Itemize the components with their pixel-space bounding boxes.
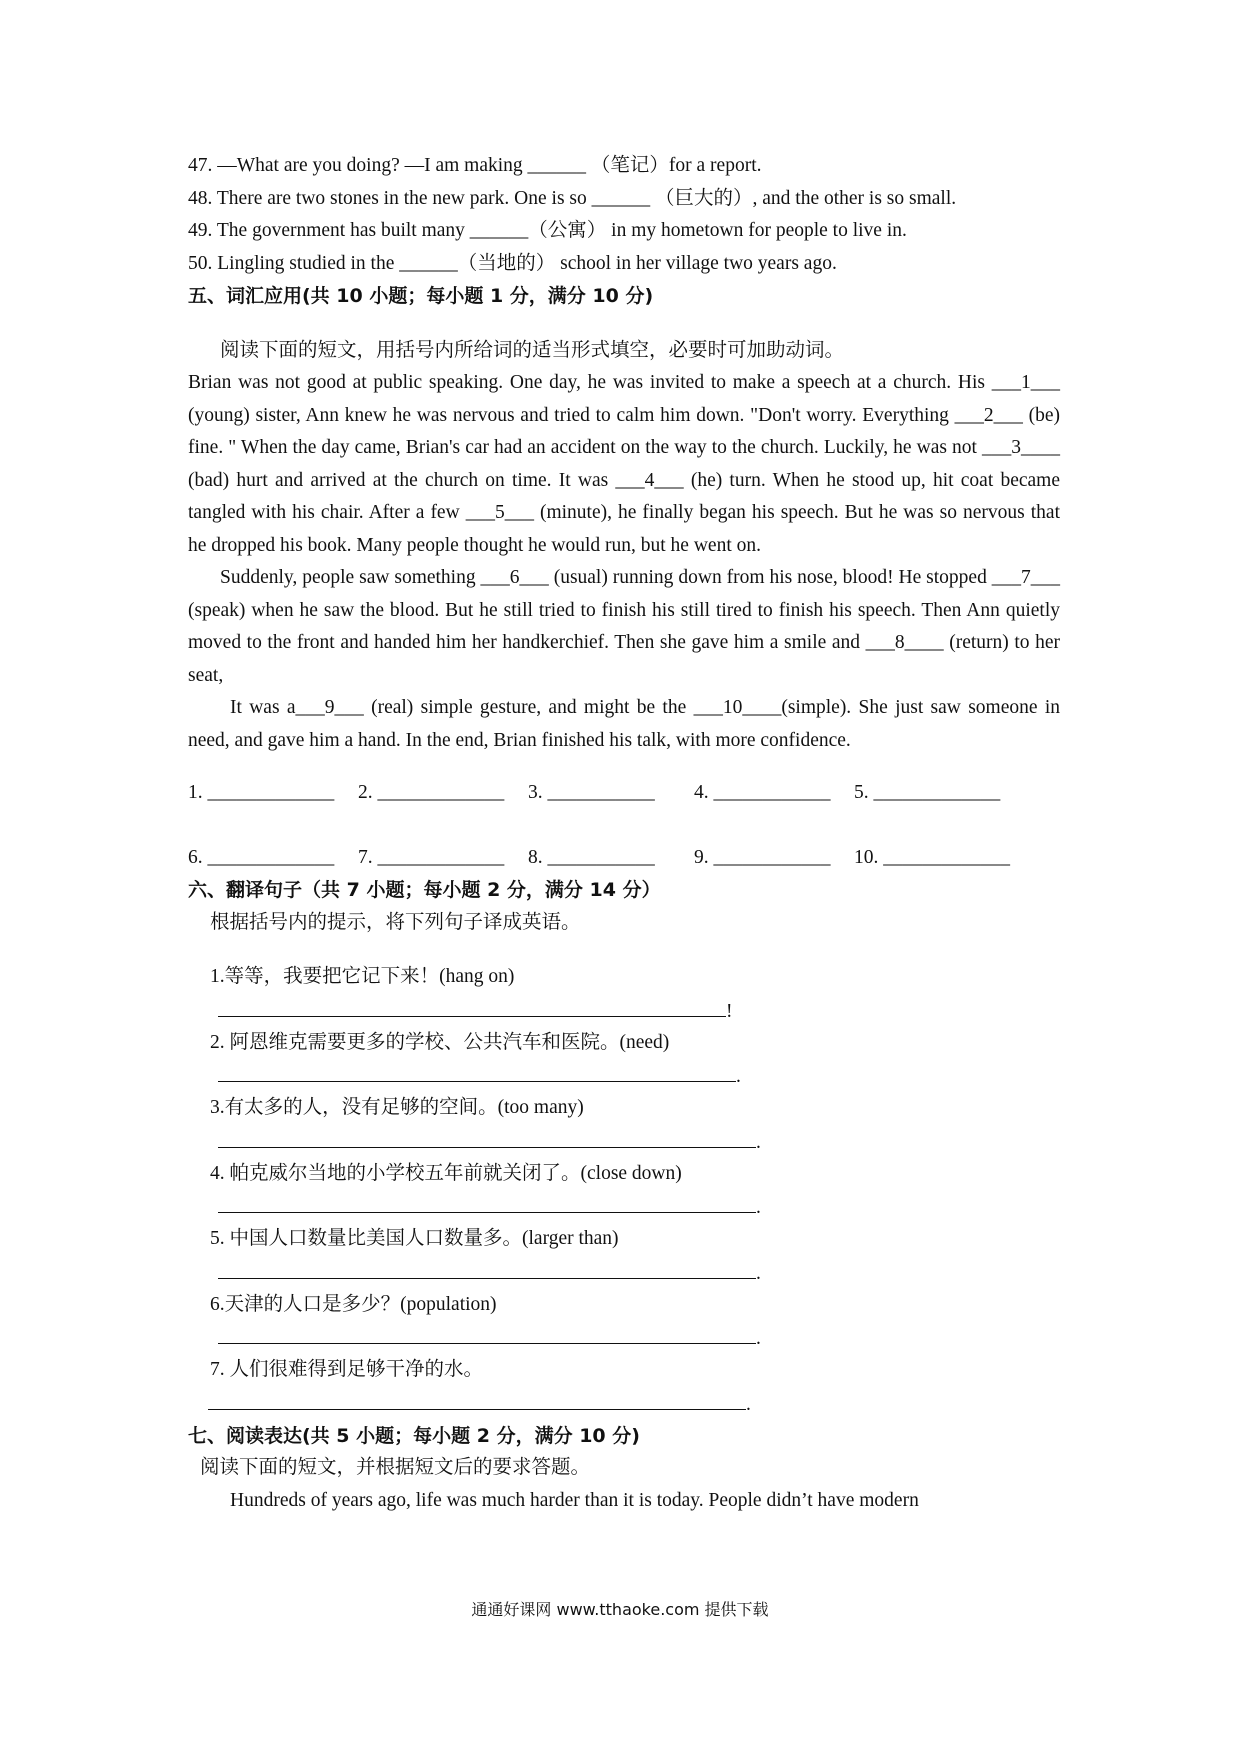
answer-blank-6[interactable]: 6. _____________ xyxy=(188,846,335,868)
translation-answer-line-3[interactable] xyxy=(188,1125,1060,1158)
translation-item-6: 6.天津的人口是多少？(population) xyxy=(210,1293,497,1315)
section-7-instruction: 阅读下面的短文，并根据短文后的要求答题。 xyxy=(200,1457,591,1478)
line-end-mark: ! xyxy=(726,1000,733,1022)
fill-item-47: 47. —What are you doing? —I am making ______ （笔记）for a report. xyxy=(188,155,762,176)
line-end-mark: . xyxy=(756,1197,761,1218)
translation-answer-line-2[interactable] xyxy=(188,1059,1060,1092)
translation-answer-line-4[interactable] xyxy=(188,1190,1060,1223)
answer-blank-5[interactable]: 5. _____________ xyxy=(854,782,1001,803)
passage-paragraph-3: It was a___9___ (real) simple gesture, and might be the ___10____(simple). She just saw someone in need, and gave him a hand. In the end, Brian finished his talk, with more confidence. xyxy=(188,697,1060,751)
answer-blanks-row-1 xyxy=(188,777,1060,810)
answer-blanks-row-2 xyxy=(188,842,1060,875)
fill-item-50: 50. Lingling studied in the ______（当地的） school in her village two years ago. xyxy=(188,252,837,274)
answer-blank-3[interactable]: 3. ___________ xyxy=(528,782,655,803)
answer-blank-9[interactable]: 9. ____________ xyxy=(694,846,831,868)
section-5-heading: 五、词汇应用(共 10 小题；每小题 1 分，满分 10 分) xyxy=(188,285,654,307)
passage-paragraph-1: Brian was not good at public speaking. One day, he was invited to make a speech at a church. His ___1___ (young) sister, Ann knew he was nervous and tried to calm him down. "Don't worry. Everything ___2___ (be) fine. " When the day came, Brian's car had an accident on the way to the church. Luckily, he was not ___3____ (bad) hurt and arrived at the church on time. It was ___4___ (he) turn. When he stood up, hit coat became tangled with his chair. After a few ___5___ (minute), he finally began his speech. But he was so nervous that he dropped his book. Many people thought he would run, but he went on. xyxy=(188,372,1060,556)
answer-blank-8[interactable]: 8. ___________ xyxy=(528,846,655,868)
line-end-mark: . xyxy=(756,1262,761,1284)
line-end-mark: . xyxy=(736,1066,741,1087)
answer-blank-2[interactable]: 2. _____________ xyxy=(358,782,505,803)
answer-blank-4[interactable]: 4. ____________ xyxy=(694,782,831,803)
section-5-instruction: 阅读下面的短文，用括号内所给词的适当形式填空，必要时可加助动词。 xyxy=(220,339,845,361)
page-footer: 通通好课网 www.tthaoke.com 提供下载 xyxy=(471,1600,769,1619)
translation-answer-line-7[interactable] xyxy=(188,1387,1060,1420)
section-6-instruction: 根据括号内的提示，将下列句子译成英语。 xyxy=(210,911,581,933)
section-6-heading: 六、翻译句子（共 7 小题；每小题 2 分，满分 14 分） xyxy=(188,879,661,901)
answer-blank-10[interactable]: 10. _____________ xyxy=(854,846,1010,868)
translation-item-4: 4. 帕克威尔当地的小学校五年前就关闭了。(close down) xyxy=(210,1162,682,1184)
line-end-mark: . xyxy=(746,1393,751,1415)
translation-answer-line-5[interactable] xyxy=(188,1256,1060,1289)
section-7-heading: 七、阅读表达(共 5 小题；每小题 2 分，满分 10 分) xyxy=(188,1424,640,1447)
exam-page xyxy=(188,150,1060,1517)
answer-blank-7[interactable]: 7. _____________ xyxy=(358,846,505,868)
fill-item-49: 49. The government has built many ______（公寓） in my hometown for people to live in. xyxy=(188,220,907,241)
answer-blank-1[interactable]: 1. _____________ xyxy=(188,782,335,803)
translation-answer-line-6[interactable] xyxy=(188,1321,1060,1354)
line-end-mark: . xyxy=(756,1328,761,1349)
passage-paragraph-2: Suddenly, people saw something ___6___ (usual) running down from his nose, blood! He stopped ___7___ (speak) when he saw the blood. But he still tried to finish his still tired to finish his speech. Then Ann quietly moved to the front and handed him her handkerchief. Then she gave him a smile and ___8____ (return) to her seat, xyxy=(188,567,1060,686)
reading-passage-start: Hundreds of years ago, life was much harder than it is today. People didn’t have modern xyxy=(230,1489,919,1511)
translation-item-2: 2. 阿恩维克需要更多的学校、公共汽车和医院。(need) xyxy=(210,1031,670,1053)
translation-item-5: 5. 中国人口数量比美国人口数量多。(larger than) xyxy=(210,1228,619,1249)
translation-item-7: 7. 人们很难得到足够干净的水。 xyxy=(210,1359,484,1380)
translation-item-1: 1.等等，我要把它记下来！(hang on) xyxy=(210,966,515,987)
translation-item-3: 3.有太多的人，没有足够的空间。(too many) xyxy=(210,1097,584,1118)
fill-item-48: 48. There are two stones in the new park. One is so ______ （巨大的）, and the other is so small. xyxy=(188,187,957,209)
translation-answer-line-1[interactable] xyxy=(188,994,1060,1027)
line-end-mark: . xyxy=(756,1131,761,1153)
